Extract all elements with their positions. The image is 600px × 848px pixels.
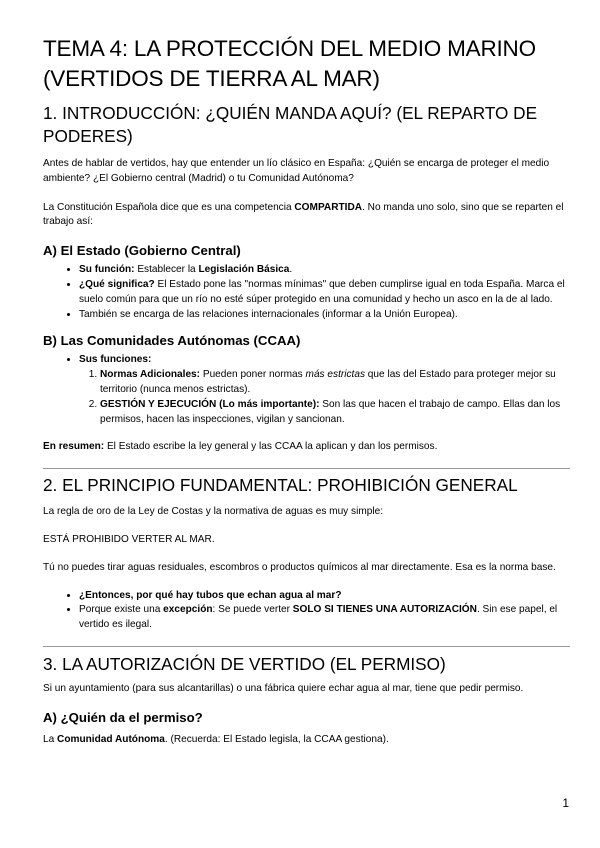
state-functions-list xyxy=(43,263,570,322)
summary-paragraph: En resumen: El Estado escribe la ley general y las CCAA la aplican y dan los permisos. xyxy=(43,441,438,453)
ccaa-sublist xyxy=(79,368,570,427)
section-2-paragraph-3: Tú no puedes tirar aguas residuales, escombros o productos químicos al mar directamente. Esa es la norma base. xyxy=(43,561,556,573)
section-1-heading: 1. INTRODUCCIÓN: ¿QUIÉN MANDA AQUÍ? (EL REPARTO DE PODERES) xyxy=(43,103,538,146)
section-3-paragraph-2: La Comunidad Autónoma. (Recuerda: El Estado legisla, la CCAA gestiona). xyxy=(43,733,389,745)
section-3-paragraph-1: Si un ayuntamiento (para sus alcantarillas) o una fábrica quiere echar agua al mar, tiene que pedir permiso. xyxy=(43,682,524,694)
list-item: • También se encarga de las relaciones internacionales (informar a la Unión Europea). xyxy=(79,308,570,323)
section-2-paragraph-1: La regla de oro de la Ley de Costas y la normativa de aguas es muy simple: xyxy=(43,506,384,518)
list-item: • Porque existe una excepción: Se puede verter SOLO SI TIENES UNA AUTORIZACIÓN. Sin ese papel, el vertido es ilegal. xyxy=(79,603,570,633)
section-1-paragraph-2: La Constitución Española dice que es una competencia COMPARTIDA. No manda uno solo, sino que se reparten el trabajo así: xyxy=(43,201,564,228)
document-page xyxy=(43,34,570,748)
exception-list xyxy=(43,589,570,633)
subsection-a-heading: A) El Estado (Gobierno Central) xyxy=(43,243,241,259)
section-divider xyxy=(43,468,570,469)
section-2-heading: 2. EL PRINCIPIO FUNDAMENTAL: PROHIBICIÓN GENERAL xyxy=(43,475,518,496)
list-item: • ¿Entonces, por qué hay tubos que echan agua al mar? xyxy=(79,589,570,604)
section-1-paragraph-1: Antes de hablar de vertidos, hay que entender un lío clásico en España: ¿Quién se encarga de proteger el medio ambiente? ¿El Gobierno central (Madrid) o tu Comunidad Autónoma? xyxy=(43,158,550,184)
ccaa-functions-list xyxy=(43,353,570,427)
subsection-b-heading: B) Las Comunidades Autónomas (CCAA) xyxy=(43,333,301,349)
subsection-3a-heading: A) ¿Quién da el permiso? xyxy=(43,709,203,725)
section-divider xyxy=(43,646,570,647)
list-item: • Su función: Establecer la Legislación Básica. xyxy=(79,263,570,278)
section-2-paragraph-2: ESTÁ PROHIBIDO VERTER AL MAR. xyxy=(43,533,215,545)
document-title: TEMA 4: LA PROTECCIÓN DEL MEDIO MARINO (VERTIDOS DE TIERRA AL MAR) xyxy=(43,36,536,91)
page-number: 1 xyxy=(562,796,569,810)
section-3-heading: 3. LA AUTORIZACIÓN DE VERTIDO (EL PERMISO) xyxy=(43,653,446,674)
list-item: 2. GESTIÓN Y EJECUCIÓN (Lo más importante): Son las que hacen el trabajo de campo. Ellas dan los permisos, hacen las inspecciones, vigilan y sancionan. xyxy=(100,398,570,428)
list-item: 1. Normas Adicionales: Pueden poner normas más estrictas que las del Estado para proteger mejor su territorio (nunca menos estrictas). xyxy=(100,368,570,398)
list-item: • ¿Qué significa? El Estado pone las "normas mínimas" que deben cumplirse igual en toda España. Marca el suelo común para que un río no esté súper protegido en una comunidad y hecho un asco en la de al lado. xyxy=(79,278,570,308)
list-item: • Sus funciones: 1. Normas Adicionales: Pueden poner normas más estrictas que las del Estado para proteger mejor su territorio (nunca menos estrictas). 2. GESTIÓN Y EJECUCIÓN (Lo más importante): Son las que hacen el trabajo de campo. Ellas dan los permisos, hacen las inspecciones, vigilan y sancionan. xyxy=(79,353,570,427)
